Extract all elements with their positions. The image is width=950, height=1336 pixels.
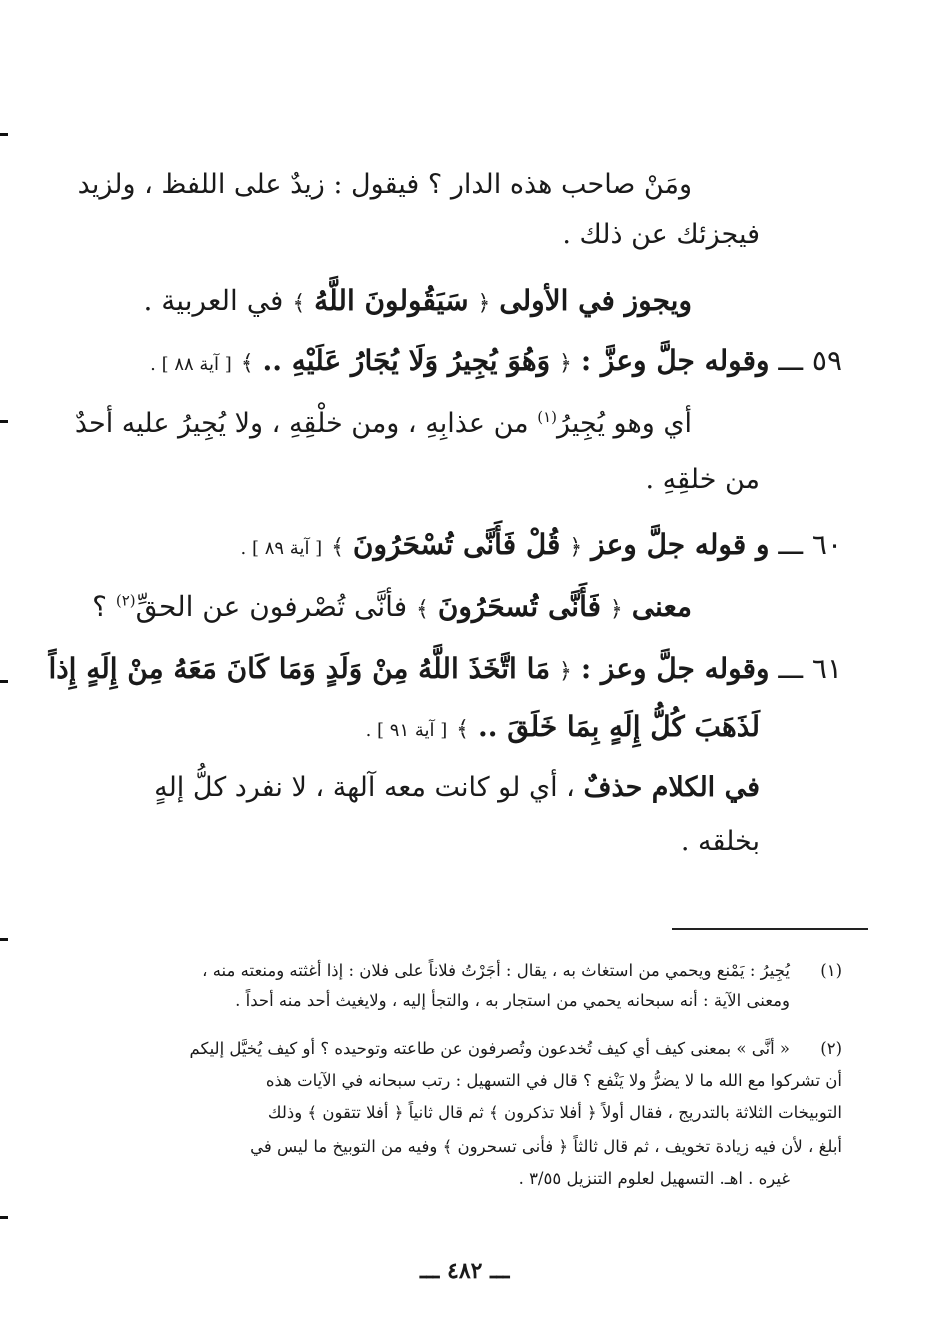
quran-verse: قُلْ فَأَنَّى تُسْحَرُونَ: [352, 528, 561, 561]
quran-bracket-close: ﴾: [240, 351, 254, 376]
quran-bracket-close: ﴾: [416, 597, 429, 622]
margin-mark: [0, 1216, 8, 1219]
text: من خلقِهِ .: [645, 464, 760, 495]
quran-bracket-close: ﴾: [456, 717, 470, 742]
margin-mark: [0, 133, 8, 136]
text: أي وهو يُجِيرُ: [556, 408, 692, 439]
footnote-line: ومعنى الآية : أنه سبحانه يحمي من استجار به ، والتجأ إليه ، ولايغيث أحد منه أحداً .: [235, 991, 790, 1010]
footnote-line: يُجِيرُ : يَمْنع ويحمي من استغاث به ، يقال : أجَرْتُ فلاناً على فلان : إذا أغثته ومنعته منه ،: [202, 961, 790, 980]
text-line: [92, 586, 692, 631]
quran-verse: وَهُوَ يُجِيرُ وَلَا يُجَارُ عَلَيْهِ ..: [262, 344, 551, 377]
footnote-number: (٢): [820, 1039, 842, 1058]
footnote-line: أبلغ ، لأن فيه زيادة تخويف ، ثم قال ثالثاً ﴿ فأنى تسحرون ﴾ وفيه من التوبيخ ما ليس في: [250, 1137, 842, 1156]
footnote-ref[interactable]: (٢): [115, 591, 136, 610]
quran-verse: سَيَقُولونَ اللَّهُ: [314, 284, 469, 317]
text-line: [366, 706, 760, 752]
text-line: [143, 280, 692, 325]
text: معنى: [631, 590, 692, 623]
entry-61: [48, 648, 842, 693]
text: و قوله جلَّ وعز: [591, 528, 770, 561]
text: ؟: [92, 590, 107, 623]
footnote-line: أن تشركوا مع الله ما لا يضرُّ ولا يَنْفع ؟ قال في التسهيل : رتب سبحانه في الآيات هذه: [265, 1071, 842, 1090]
verse-reference: [ آية ٨٨ ] .: [150, 354, 232, 375]
footnote-line: « أنَّى » بمعنى كيف أي كيف تُخدعون وتُصرفون عن طاعته وتوحيده ؟ أو كيف يُخيَّل إليكم: [189, 1039, 790, 1058]
text-line: [154, 768, 760, 808]
quran-bracket-open: ﴿: [609, 597, 623, 622]
entry-59: [150, 340, 842, 386]
text: ومَنْ صاحب هذه الدار ؟ فيقول : زيدٌ على اللفظ ، ولزيد: [77, 169, 692, 200]
text: وقوله جلَّ وعزَّ :: [580, 344, 770, 377]
quran-bracket-open: ﴿: [569, 535, 583, 560]
text: في العربية .: [143, 284, 284, 317]
quran-bracket-open: ﴿: [477, 291, 491, 316]
margin-mark: [0, 680, 8, 683]
entry-number: ٦١ ـــ: [778, 652, 842, 685]
text-line: [78, 165, 692, 205]
entry-number: ٦٠ ـــ: [778, 528, 842, 561]
quran-bracket-close: ﴾: [292, 291, 306, 316]
text: في الكلام حذفٌ: [583, 772, 760, 803]
quran-verse: لَذَهَبَ كُلُّ إِلَهٍ بِمَا خَلَقَ ..: [477, 710, 760, 743]
text-line: [562, 215, 760, 255]
text-line: [681, 822, 760, 862]
quran-bracket-open: ﴿: [559, 351, 572, 376]
text: من عذابِهِ ، ومن خلْقِهِ ، ولا يُجِيرُ عليه أحدٌ: [74, 408, 529, 439]
quran-verse: فَأَنَّى تُسحَرُونَ: [437, 590, 601, 623]
text: بخلقه .: [680, 826, 760, 857]
page-number: ـــ ٤٨٢ ـــ: [420, 1258, 510, 1284]
text-line: [645, 460, 760, 500]
entry-number: ٥٩ ـــ: [778, 344, 842, 377]
text: فأنَّى تُصْرفون عن الحقِّ: [135, 590, 408, 623]
verse-reference: [ آية ٩١ ] .: [365, 720, 448, 741]
text: فيجزئك عن ذلك .: [562, 219, 760, 250]
footnote-separator: [672, 928, 868, 930]
footnote-ref[interactable]: (١): [537, 408, 557, 426]
footnote-line: التوبيخات الثلاثة بالتدريج ، فقال أولاً ﴿ أفلا تذكرون ﴾ ثم قال ثانياً ﴿ أفلا تتقون ﴾ وذلك: [267, 1103, 842, 1122]
text: وقوله جلَّ وعز :: [580, 652, 770, 685]
text: ويجوز في الأولى: [499, 284, 692, 317]
quran-verse: مَا اتَّخَذَ اللَّهُ مِنْ وَلَدٍ وَمَا كَانَ مَعَهُ مِنْ إِلَهٍ إِذاً: [48, 652, 551, 685]
entry-60: [241, 524, 842, 570]
margin-mark: [0, 938, 8, 941]
margin-mark: [0, 420, 8, 423]
text-line: [75, 404, 692, 444]
quran-bracket-open: ﴿: [559, 659, 572, 684]
verse-reference: [ آية ٨٩ ] .: [240, 538, 323, 559]
quran-bracket-close: ﴾: [331, 535, 345, 560]
text: ، أي لو كانت معه آلهة ، لا نفرد كلُّ إلهٍ: [154, 772, 575, 803]
footnote-line: غيره . اهـ. التسهيل لعلوم التنزيل ٣/٥٥ .: [518, 1169, 790, 1188]
footnote-number: (١): [820, 961, 842, 980]
